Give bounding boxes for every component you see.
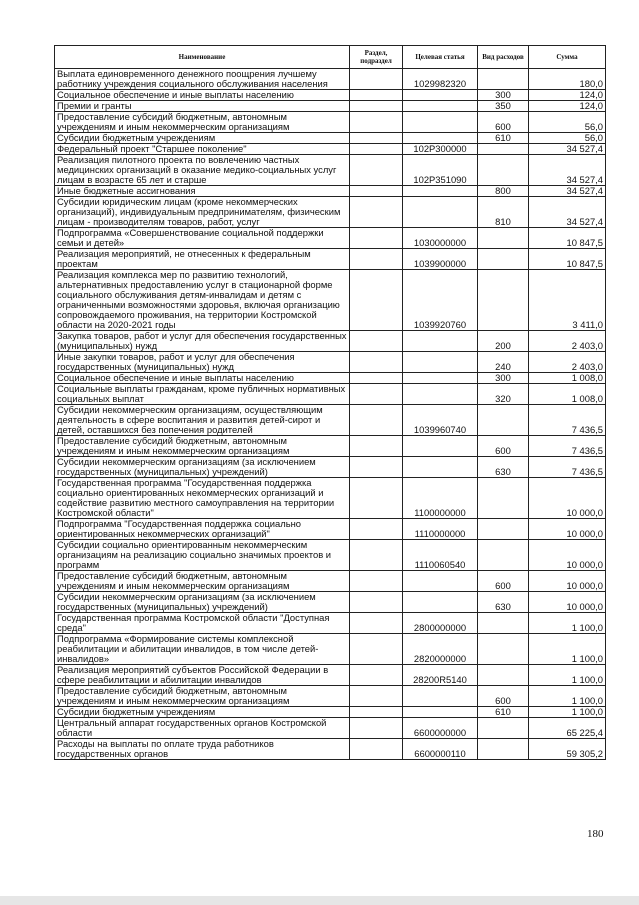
row-sum: 34 527,4 (529, 144, 606, 155)
table-row (55, 707, 606, 718)
row-target-code (403, 571, 478, 592)
table-row (55, 519, 606, 540)
header-name: Наименование (55, 46, 350, 69)
row-name: Центральный аппарат государственных органов Костромской области (55, 718, 350, 739)
row-section (350, 133, 403, 144)
row-target-code: 1029982320 (403, 69, 478, 90)
row-section (350, 739, 403, 760)
row-expense-kind (478, 665, 529, 686)
row-expense-kind: 630 (478, 457, 529, 478)
table-row (55, 133, 606, 144)
row-sum: 3 411,0 (529, 270, 606, 331)
table-row (55, 331, 606, 352)
row-name: Иные закупки товаров, работ и услуг для обеспечения государственных (муниципальных) нужд (55, 352, 350, 373)
row-expense-kind (478, 249, 529, 270)
table-row (55, 69, 606, 90)
row-expense-kind (478, 270, 529, 331)
row-target-code: 28200R5140 (403, 665, 478, 686)
table-row (55, 155, 606, 186)
table-row (55, 384, 606, 405)
row-expense-kind: 300 (478, 90, 529, 101)
row-expense-kind: 600 (478, 436, 529, 457)
row-sum: 10 000,0 (529, 592, 606, 613)
row-name: Социальное обеспечение и иные выплаты населению (55, 373, 350, 384)
row-sum: 59 305,2 (529, 739, 606, 760)
row-name: Предоставление субсидий бюджетным, автономным учреждениям и иным некоммерческим организациям (55, 112, 350, 133)
row-section (350, 384, 403, 405)
row-expense-kind (478, 540, 529, 571)
row-expense-kind (478, 155, 529, 186)
row-target-code (403, 133, 478, 144)
row-target-code (403, 436, 478, 457)
row-section (350, 707, 403, 718)
row-section (350, 186, 403, 197)
row-target-code (403, 457, 478, 478)
row-target-code (403, 331, 478, 352)
row-sum: 10 847,5 (529, 228, 606, 249)
row-name: Субсидии бюджетным учреждениям (55, 133, 350, 144)
row-target-code: 1039960740 (403, 405, 478, 436)
row-name: Выплата единовременного денежного поощрения лучшему работнику учреждения социального обслуживания населения (55, 69, 350, 90)
row-expense-kind (478, 69, 529, 90)
row-sum: 34 527,4 (529, 155, 606, 186)
row-section (350, 90, 403, 101)
row-section (350, 144, 403, 155)
table-row (55, 613, 606, 634)
row-expense-kind: 200 (478, 331, 529, 352)
row-target-code (403, 686, 478, 707)
budget-table (54, 45, 606, 760)
row-section (350, 249, 403, 270)
row-name: Подпрограмма "Государственная поддержка социально ориентированных некоммерческих организаций" (55, 519, 350, 540)
row-target-code (403, 101, 478, 112)
table-row (55, 436, 606, 457)
row-target-code: 2800000000 (403, 613, 478, 634)
row-expense-kind: 600 (478, 686, 529, 707)
row-target-code: 6600000110 (403, 739, 478, 760)
row-section (350, 665, 403, 686)
row-sum: 65 225,4 (529, 718, 606, 739)
row-sum: 1 100,0 (529, 707, 606, 718)
row-name: Подпрограмма «Формирование системы комплексной реабилитации и абилитации инвалидов, в том числе детей-инвалидов» (55, 634, 350, 665)
row-expense-kind (478, 405, 529, 436)
table-row (55, 270, 606, 331)
row-section (350, 457, 403, 478)
row-section (350, 270, 403, 331)
row-name: Субсидии юридическим лицам (кроме некоммерческих организаций), индивидуальным предпринимателям, физическим лицам - производителям товаров, работ, услуг (55, 197, 350, 228)
header-section: Раздел, подраздел (350, 46, 403, 69)
row-sum: 10 000,0 (529, 571, 606, 592)
row-target-code: 1110000000 (403, 519, 478, 540)
row-section (350, 112, 403, 133)
row-target-code: 1110060540 (403, 540, 478, 571)
row-section (350, 478, 403, 519)
table-row (55, 478, 606, 519)
table-row (55, 144, 606, 155)
row-name: Реализация комплекса мер по развитию технологий, альтернативных предоставлению услуг в стационарной форме социального обслуживания детям-инвалидам и детям с ограниченными возможностями здоровья, включая организацию сопровождаемого проживания, на территории Костромской области на 2020-2021 годы (55, 270, 350, 331)
header-kind: Вид расходов (478, 46, 529, 69)
row-section (350, 571, 403, 592)
row-section (350, 519, 403, 540)
row-target-code (403, 707, 478, 718)
row-sum: 10 000,0 (529, 478, 606, 519)
table-row (55, 665, 606, 686)
row-name: Предоставление субсидий бюджетным, автономным учреждениям и иным некоммерческим организациям (55, 436, 350, 457)
row-sum: 124,0 (529, 90, 606, 101)
row-name: Иные бюджетные ассигнования (55, 186, 350, 197)
row-name: Субсидии социально ориентированным некоммерческим организациям на реализацию социально значимых проектов и программ (55, 540, 350, 571)
row-section (350, 686, 403, 707)
row-sum: 10 000,0 (529, 540, 606, 571)
row-expense-kind: 610 (478, 707, 529, 718)
row-section (350, 436, 403, 457)
table-header-row (55, 46, 606, 69)
row-target-code (403, 373, 478, 384)
row-sum: 1 008,0 (529, 384, 606, 405)
row-target-code: 1039920760 (403, 270, 478, 331)
row-section (350, 228, 403, 249)
row-expense-kind (478, 739, 529, 760)
row-expense-kind (478, 613, 529, 634)
row-target-code: 2820000000 (403, 634, 478, 665)
table-row (55, 540, 606, 571)
table-row (55, 228, 606, 249)
row-name: Государственная программа "Государственная поддержка социально ориентированных некоммерческих организаций и содействие развитию местного самоуправления на территории Костромской области" (55, 478, 350, 519)
table-row (55, 592, 606, 613)
table-row (55, 686, 606, 707)
row-sum: 124,0 (529, 101, 606, 112)
row-sum: 1 008,0 (529, 373, 606, 384)
row-name: Субсидии некоммерческим организациям (за исключением государственных (муниципальных) учреждений) (55, 592, 350, 613)
row-target-code (403, 197, 478, 228)
row-target-code: 1039900000 (403, 249, 478, 270)
row-section (350, 373, 403, 384)
table-row (55, 457, 606, 478)
header-code: Целевая статья (403, 46, 478, 69)
row-section (350, 592, 403, 613)
row-expense-kind: 630 (478, 592, 529, 613)
table-body (55, 69, 606, 760)
row-section (350, 718, 403, 739)
row-section (350, 331, 403, 352)
row-name: Социальные выплаты гражданам, кроме публичных нормативных социальных выплат (55, 384, 350, 405)
row-section (350, 634, 403, 665)
row-expense-kind (478, 228, 529, 249)
header-sum: Сумма (529, 46, 606, 69)
row-name: Социальное обеспечение и иные выплаты населению (55, 90, 350, 101)
row-expense-kind (478, 478, 529, 519)
row-target-code: 102Р351090 (403, 155, 478, 186)
row-expense-kind: 800 (478, 186, 529, 197)
row-sum: 10 000,0 (529, 519, 606, 540)
row-sum: 1 100,0 (529, 665, 606, 686)
row-name: Премии и гранты (55, 101, 350, 112)
table-row (55, 718, 606, 739)
table-row (55, 101, 606, 112)
row-expense-kind: 600 (478, 112, 529, 133)
row-sum: 7 436,5 (529, 457, 606, 478)
row-name: Подпрограмма «Совершенствование социальной поддержки семьи и детей» (55, 228, 350, 249)
row-target-code: 6600000000 (403, 718, 478, 739)
row-sum: 56,0 (529, 112, 606, 133)
row-name: Субсидии некоммерческим организациям (за исключением государственных (муниципальных) учреждений) (55, 457, 350, 478)
row-name: Расходы на выплаты по оплате труда работников государственных органов (55, 739, 350, 760)
row-expense-kind (478, 718, 529, 739)
row-sum: 1 100,0 (529, 686, 606, 707)
row-expense-kind: 240 (478, 352, 529, 373)
row-sum: 34 527,4 (529, 197, 606, 228)
table-row (55, 197, 606, 228)
row-expense-kind: 320 (478, 384, 529, 405)
table-row (55, 739, 606, 760)
row-sum: 2 403,0 (529, 352, 606, 373)
row-name: Государственная программа Костромской области "Доступная среда" (55, 613, 350, 634)
row-name: Реализация пилотного проекта по вовлечению частных медицинских организаций в оказание медико-социальных услуг лицам в возрасте 65 лет и старше (55, 155, 350, 186)
row-section (350, 69, 403, 90)
table-row (55, 405, 606, 436)
row-name: Реализация мероприятий, не отнесенных к федеральным проектам (55, 249, 350, 270)
row-name: Предоставление субсидий бюджетным, автономным учреждениям и иным некоммерческим организациям (55, 571, 350, 592)
row-section (350, 101, 403, 112)
table-row (55, 373, 606, 384)
row-name: Федеральный проект "Старшее поколение" (55, 144, 350, 155)
row-section (350, 613, 403, 634)
table-row (55, 249, 606, 270)
row-target-code (403, 592, 478, 613)
row-sum: 1 100,0 (529, 613, 606, 634)
row-target-code (403, 352, 478, 373)
row-section (350, 197, 403, 228)
row-sum: 34 527,4 (529, 186, 606, 197)
table-row (55, 90, 606, 101)
table-row (55, 634, 606, 665)
row-expense-kind (478, 634, 529, 665)
table-row (55, 112, 606, 133)
row-target-code (403, 90, 478, 101)
row-expense-kind: 350 (478, 101, 529, 112)
row-sum: 10 847,5 (529, 249, 606, 270)
row-section (350, 155, 403, 186)
table-row (55, 186, 606, 197)
row-name: Предоставление субсидий бюджетным, автономным учреждениям и иным некоммерческим организациям (55, 686, 350, 707)
row-expense-kind: 600 (478, 571, 529, 592)
row-sum: 7 436,5 (529, 405, 606, 436)
row-section (350, 352, 403, 373)
row-target-code (403, 186, 478, 197)
row-sum: 1 100,0 (529, 634, 606, 665)
row-name: Реализация мероприятий субъектов Российской Федерации в сфере реабилитации и абилитации инвалидов (55, 665, 350, 686)
row-sum: 180,0 (529, 69, 606, 90)
row-name: Субсидии бюджетным учреждениям (55, 707, 350, 718)
scan-edge-band (0, 896, 639, 905)
row-section (350, 405, 403, 436)
row-name: Закупка товаров, работ и услуг для обеспечения государственных (муниципальных) нужд (55, 331, 350, 352)
row-target-code: 102Р300000 (403, 144, 478, 155)
row-target-code: 1030000000 (403, 228, 478, 249)
row-sum: 56,0 (529, 133, 606, 144)
row-expense-kind: 810 (478, 197, 529, 228)
row-expense-kind (478, 519, 529, 540)
row-target-code (403, 384, 478, 405)
row-expense-kind (478, 144, 529, 155)
row-sum: 2 403,0 (529, 331, 606, 352)
row-expense-kind: 610 (478, 133, 529, 144)
row-section (350, 540, 403, 571)
table-row (55, 571, 606, 592)
row-name: Субсидии некоммерческим организациям, осуществляющим деятельность в сфере воспитания и развития детей-сирот и детей, оставшихся без попечения родителей (55, 405, 350, 436)
row-target-code (403, 112, 478, 133)
table-row (55, 352, 606, 373)
row-sum: 7 436,5 (529, 436, 606, 457)
row-target-code: 1100000000 (403, 478, 478, 519)
row-expense-kind: 300 (478, 373, 529, 384)
page-number: 180 (587, 828, 604, 840)
